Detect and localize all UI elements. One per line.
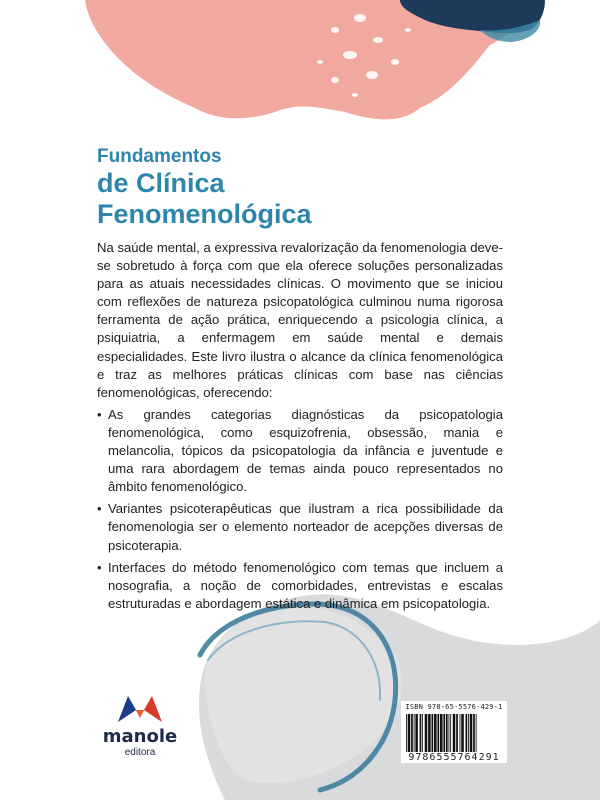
title-line-3: Fenomenológica [97, 199, 312, 229]
intro-paragraph: Na saúde mental, a expressiva revalorização da fenomenologia deve-se sobretudo à força com que ela oferece soluções personalizadas para as atuais necessidades clínicas. O movimento que se iniciou com reflexões de natureza psicopatológica culminou numa rigorosa ferramenta de ação prática, enriquecendo a psicologia clínica, a psiquiatria, a enfermagem em saúde mental e demais especialidades. Este livro ilustra o alcance da clínica fenomenológica e traz as melhores práticas clínicas com base nas ciências fenomenológicas, oferecendo: [97, 240, 503, 400]
isbn-barcode [401, 701, 507, 763]
title-line-1: Fundamentos [97, 146, 222, 167]
barcode-bar [440, 714, 443, 752]
feature-list [97, 406, 503, 613]
barcode-bar [408, 714, 411, 752]
barcode-bar [449, 714, 450, 752]
barcode-bar [460, 714, 461, 752]
publisher-subtitle: editora [124, 747, 156, 758]
list-item: • Variantes psicoterapêuticas que ilustram a rica possibilidade da fenomenologia ser o elemento norteador de acepções diversas de psicoterapia. [97, 500, 503, 554]
publisher-logo [100, 690, 180, 759]
barcode-bar [406, 714, 407, 752]
barcode-bar [437, 714, 439, 752]
barcode-bar [470, 714, 473, 752]
book-title [97, 146, 537, 230]
barcode-bar [446, 714, 448, 752]
back-cover-description [97, 239, 503, 617]
barcode-bar [456, 714, 458, 752]
barcode-bar [461, 714, 464, 752]
barcode-bar [476, 714, 477, 752]
barcode-bar [473, 714, 475, 752]
publisher-name: manole [102, 726, 178, 747]
barcode-bar [432, 714, 434, 752]
list-item: • Interfaces do método fenomenológico com temas que incluem a nosografia, a noção de comorbidades, entrevistas e escalas estruturadas e abordagem estática e dinâmica em psicopatologia. [97, 559, 503, 613]
barcode-bar [411, 714, 413, 752]
barcode-bar [466, 714, 468, 752]
barcode-bar [415, 714, 418, 752]
barcode-bar [450, 714, 451, 752]
list-item: • As grandes categorias diagnósticas da psicopatologia fenomenológica, como esquizofrenia, obsessão, mania e melancolia, tópicos da psicopatologia da infância e juventude e uma rara abordagem de temas ainda pouco representados no âmbito fenomenológico. [97, 406, 503, 496]
barcode-bar [414, 714, 415, 752]
barcode-bar [420, 714, 422, 752]
barcode-bar [453, 714, 456, 752]
barcode-bar [422, 714, 423, 752]
barcode-bar [425, 714, 428, 752]
barcode-bar [468, 714, 469, 752]
barcode-bar [428, 714, 431, 752]
barcode-bar [434, 714, 437, 752]
title-line-2: de Clínica [97, 168, 225, 198]
barcode-digits: 9786555764291 [408, 752, 500, 763]
barcode-bars [404, 714, 504, 752]
isbn-label: ISBN 978-65-5576-429-1 [405, 703, 503, 711]
barcode-bar [443, 714, 445, 752]
manole-logo-icon [114, 690, 166, 724]
